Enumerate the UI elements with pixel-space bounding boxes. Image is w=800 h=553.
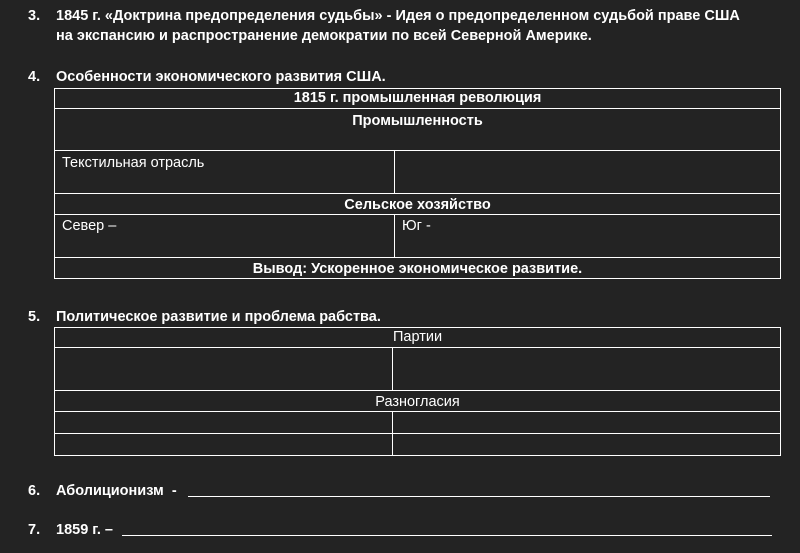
- industry-header: Промышленность: [55, 109, 781, 151]
- item-3-number: 3.: [28, 8, 41, 24]
- disagreements-header: Разногласия: [55, 391, 781, 412]
- disagreements-cell-left-1[interactable]: [55, 412, 393, 434]
- item-3-text-line1: 1845 г. «Доктрина предопределения судьбы» - Идея о предопределенном судьбой праве США: [56, 8, 740, 24]
- item-6-label: Аболиционизм -: [56, 483, 177, 499]
- conclusion-row: Вывод: Ускоренное экономическое развитие.: [55, 258, 781, 279]
- item-6-number: 6.: [28, 483, 41, 499]
- item-3-text-line2: на экспансию и распространение демократии по всей Северной Америке.: [56, 28, 592, 44]
- item-4-number: 4.: [28, 69, 41, 85]
- parties-cell-right[interactable]: [393, 348, 781, 391]
- item-6-answer-line[interactable]: [188, 482, 770, 497]
- item-4-heading: [28, 67, 386, 87]
- parties-header: Партии: [55, 328, 781, 348]
- item-4-title: Особенности экономического развития США.: [56, 69, 386, 85]
- disagreements-cell-left-2[interactable]: [55, 434, 393, 456]
- revolution-header: 1815 г. промышленная революция: [55, 89, 781, 109]
- item-7-answer-line[interactable]: [122, 521, 772, 536]
- item-5-number: 5.: [28, 309, 41, 325]
- economic-development-table: [54, 88, 781, 279]
- textile-answer-cell[interactable]: [395, 151, 781, 194]
- item-5-title: Политическое развитие и проблема рабства.: [56, 309, 381, 325]
- political-development-table: [54, 327, 781, 456]
- item-3: [28, 6, 740, 26]
- disagreements-cell-right-1[interactable]: [393, 412, 781, 434]
- disagreements-cell-right-2[interactable]: [393, 434, 781, 456]
- item-6: [28, 481, 177, 501]
- agriculture-header: Сельское хозяйство: [55, 194, 781, 215]
- textile-cell: Текстильная отрасль: [55, 151, 395, 194]
- item-7: [28, 520, 113, 540]
- parties-cell-left[interactable]: [55, 348, 393, 391]
- north-cell[interactable]: Север –: [55, 215, 395, 258]
- item-7-number: 7.: [28, 522, 41, 538]
- item-7-label: 1859 г. –: [56, 522, 113, 538]
- item-5-heading: [28, 307, 381, 327]
- south-cell[interactable]: Юг -: [395, 215, 781, 258]
